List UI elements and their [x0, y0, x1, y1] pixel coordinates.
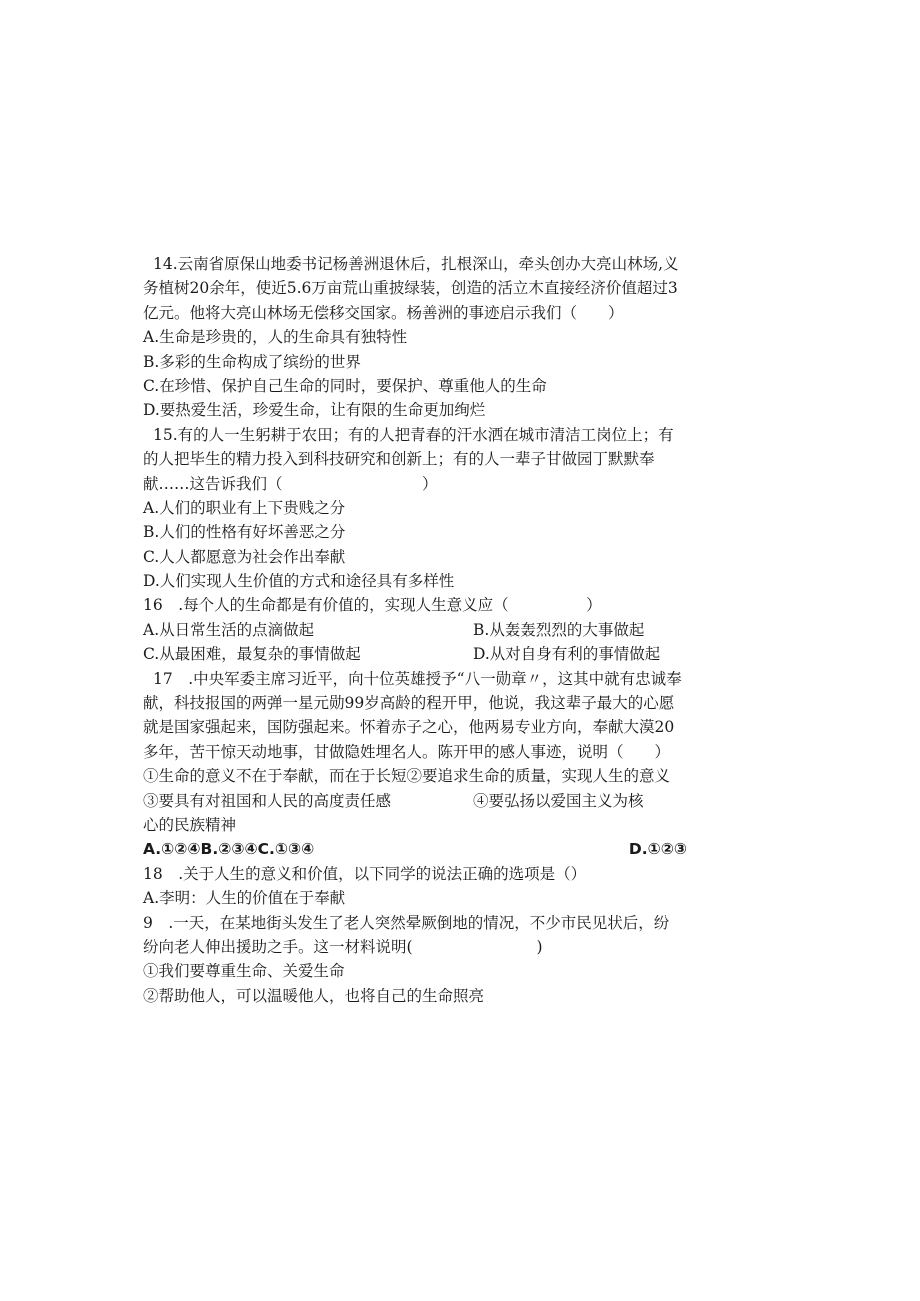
- q15-option-a: A.人们的职业有上下贵贱之分: [143, 498, 346, 517]
- q17-options-row: [143, 837, 687, 861]
- q9-statement-2: ②帮助他人，可以温暖他人，也将自己的生命照亮: [143, 986, 485, 1005]
- q14-stem-line2: 务植树20余年，使近5.6万亩荒山重披绿装，创造的活立木直接经济价值超过3: [143, 279, 678, 298]
- q14-option-b: B.多彩的生命构成了缤纷的世界: [143, 352, 361, 371]
- q14-option-c: C.在珍惜、保护自己生命的同时，要保护、尊重他人的生命: [143, 376, 547, 395]
- q17-statement-3: ③要具有对祖国和人民的高度责任感: [143, 791, 392, 810]
- q16-option-c: C.从最困难，最复杂的事情做起: [143, 645, 361, 664]
- q14-stem-line3: 亿元。他将大亮山林场无偿移交国家。杨善洲的事迹启示我们（ ）: [143, 303, 624, 322]
- q16-option-d: D.从对自身有利的事情做起: [473, 645, 661, 664]
- q15-stem-line1: 15.有的人一生躬耕于农田；有的人把青春的汗水洒在城市清洁工岗位上；有: [153, 425, 674, 444]
- q18-stem: 18 .关于人生的意义和价值，以下同学的说法正确的选项是（）: [143, 864, 587, 883]
- q17-stem-line1: 17 .中央军委主席习近平，向十位英雄授予“八一勋章〃，这其中就有忠诚奉: [153, 669, 682, 688]
- q17-statement-4-cont: 心的民族精神: [143, 815, 237, 834]
- q15-option-c: C.人人都愿意为社会作出奉献: [143, 547, 346, 566]
- q15-option-d: D.人们实现人生价值的方式和途径具有多样性: [143, 572, 455, 591]
- q14-option-a: A.生命是珍贵的，人的生命具有独特性: [143, 328, 408, 347]
- q17-statement-1-2: ①生命的意义不在于奉献，而在于长短②要追求生命的质量，实现人生的意义: [143, 767, 671, 786]
- q17-options-abc: A.①②④B.②③④C.①③④: [143, 840, 315, 859]
- q17-stem-line4: 多年，苦干惊天动地事，甘做隐姓埋名人。陈开甲的感人事迹，说明（ ）: [143, 742, 671, 761]
- q16-options-row2: [143, 642, 743, 666]
- q15-stem-line3: 献……这告诉我们（ ）: [143, 474, 438, 493]
- q15-option-b: B.人们的性格有好坏善恶之分: [143, 523, 346, 542]
- q17-statement-4: ④要弘扬以爱国主义为核: [473, 791, 644, 810]
- q14-option-d: D.要热爱生活，珍爱生命，让有限的生命更加绚烂: [143, 401, 486, 420]
- q9-stem-line2: 纷向老人伸出援助之手。这一材料说明( ): [143, 937, 543, 956]
- q16-option-b: B.从轰轰烈烈的大事做起: [473, 620, 645, 639]
- q17-stem-line2: 献，科技报国的两弹一星元勋99岁高龄的程开甲，他说，我这辈子最大的心愿: [143, 694, 675, 713]
- q9-statement-1: ①我们要尊重生命、关爱生命: [143, 962, 345, 981]
- q16-stem: 16 .每个人的生命都是有价值的，实现人生意义应（ ）: [143, 596, 602, 615]
- q16-options-row1: [143, 618, 743, 642]
- q16-option-a: A.从日常生活的点滴做起: [143, 620, 315, 639]
- q14-stem-line1: 14.云南省原保山地委书记杨善洲退休后，扎根深山，牵头创办大亮山林场,义: [153, 255, 679, 273]
- q9-stem-line1: 9 .一天，在某地街头发生了老人突然晕厥倒地的情况，不少市民见状后，纷: [143, 913, 670, 932]
- exam-page: [143, 252, 743, 1008]
- q17-option-d: D.①②③: [628, 840, 687, 859]
- q17-stem-line3: 就是国家强起来，国防强起来。怀着赤子之心，他两易专业方向，奉献大漠20: [143, 718, 675, 737]
- q18-option-a: A.李明：人生的价值在于奉献: [143, 889, 346, 908]
- q17-statements-row: [143, 789, 743, 813]
- q15-stem-line2: 的人把毕生的精力投入到科技研究和创新上；有的人一辈子甘做园丁默默奉: [143, 450, 655, 469]
